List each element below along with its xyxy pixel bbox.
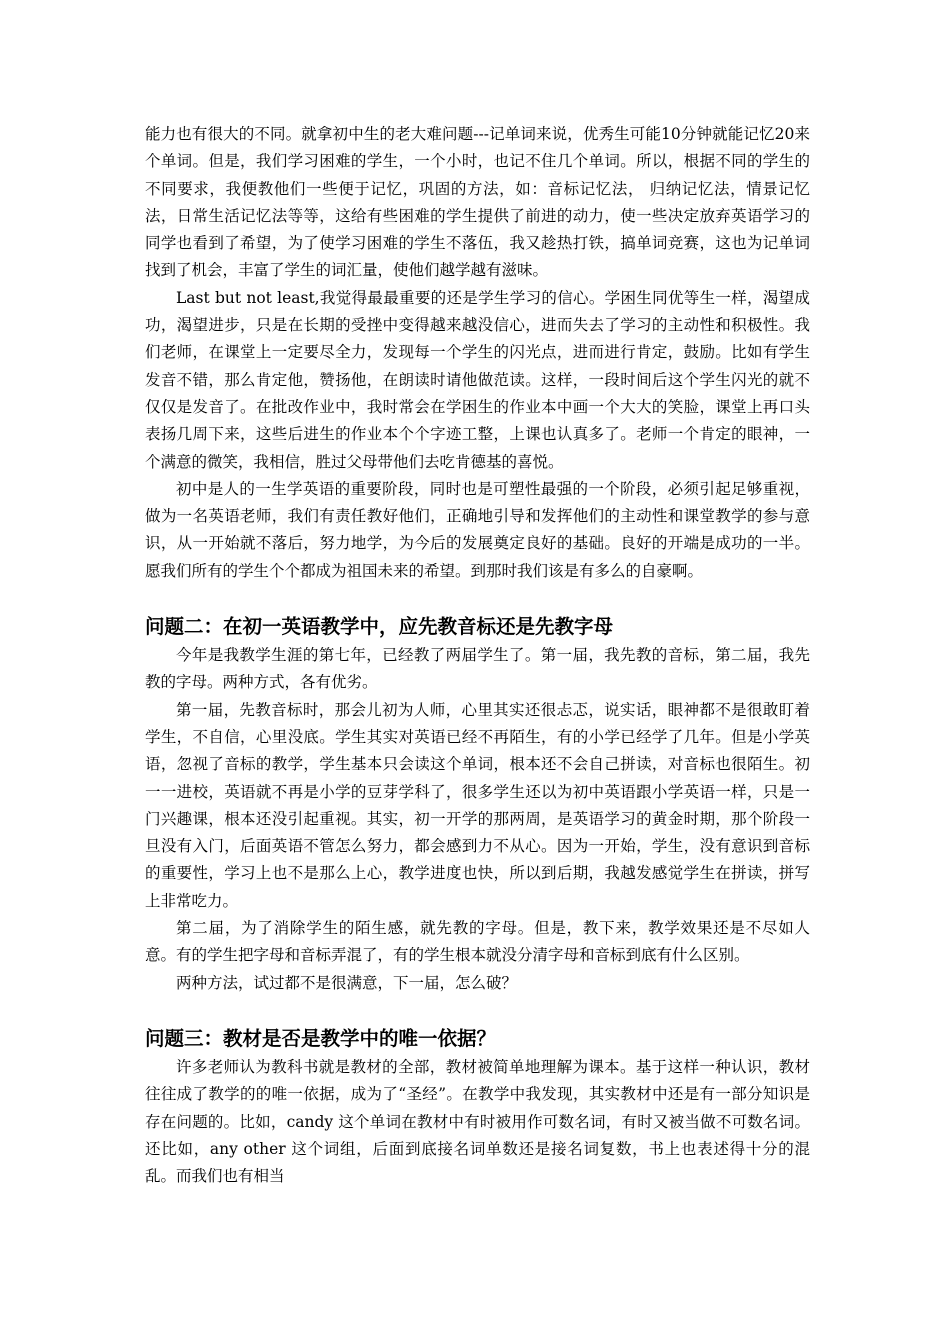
paragraph-first-cohort: 第一届，先教音标时，那会儿初为人师，心里其实还很忐忑，说实话，眼神都不是很敢盯着学生，不自信，心里没底。学生其实对英语已经不再陌生，有的小学已经学了几年。但是小学英语，忽视了音标的教学，学生基本只会读这个单词，根本还不会自己拼读，对音标也很陌生。初一一进校，英语就不再是小学的豆芽学科了，很多学生还以为初中英语跟小学英语一样，只是一门兴趣课，根本还没引起重视。其实，初一开学的那两周，是英语学习的黄金时期，那个阶段一旦没有入门，后面英语不管怎么努力，都会感到力不从心。因为一开始，学生，没有意识到音标的重要性，学习上也不是那么上心，教学进度也快，所以到后期，我越发感觉学生在拼读，拼写上非常吃力。 (145, 700, 810, 910)
paragraph-two-methods: 两种方法，试过都不是很满意，下一届，怎么破？ (176, 973, 518, 992)
paragraph-vocabulary-memory: 能力也有很大的不同。就拿初中生的老大难问题---记单词来说，优秀生可能10分钟就能记忆20来个单词。但是，我们学习困难的学生，一个小时，也记不住几个单词。所以，根据不同的学生的不同要求，我便教他们一些便于记忆，巩固的方法，如：音标记忆法， 归纳记忆法，情景记忆法，日常生活记忆法等等，这给有些困难的学生提供了前进的动力，使一些决定放弃英语学习的同学也看到了希望，为了使学习困难的学生不落伍，我又趁热打铁，搞单词竞赛，这也为记单词找到了机会，丰富了学生的词汇量，使他们越学越有滋味。 (145, 125, 810, 280)
heading-question-two: 问题二：在初一英语教学中，应先教音标还是先教字母 (145, 615, 614, 639)
paragraph-student-confidence: Last but not least,我觉得最最重要的还是学生学习的信心。学困生同优等生一样，渴望成功，渴望进步，只是在长期的受挫中变得越来越没信心，进而失去了学习的主动性和积极性。我们老师，在课堂上一定要尽全力，发现每一个学生的闪光点，进而进行肯定，鼓励。比如有学生发音不错，那么肯定他，赞扬他，在朗读时请他做范读。这样，一段时间后这个学生闪光的就不仅仅是发音了。在批改作业中，我时常会在学困生的作业本中画一个大大的笑脸，课堂上再口头表扬几周下来，这些后进生的作业本个个字迹工整，上课也认真多了。老师一个肯定的眼神，一个满意的微笑，我相信，胜过父母带他们去吃肯德基的喜悦。 (145, 288, 810, 471)
paragraph-teaching-career: 今年是我教学生涯的第七年，已经教了两届学生了。第一届，我先教的音标，第二届，我先教的字母。两种方式，各有优劣。 (145, 646, 810, 692)
document-page (145, 121, 810, 1190)
paragraph-junior-high-stage: 初中是人的一生学英语的重要阶段，同时也是可塑性最强的一个阶段，必须引起足够重视，做为一名英语老师，我们有责任教好他们，正确地引导和发挥他们的主动性和课堂教学的参与意识，从一开始就不落后，努力地学，为今后的发展奠定良好的基础。良好的开端是成功的一半。愿我们所有的学生个个都成为祖国未来的希望。到那时我们该是有多么的自豪啊。 (145, 479, 810, 580)
paragraph-second-cohort: 第二届，为了消除学生的陌生感，就先教的字母。但是，教下来，教学效果还是不尽如人意。有的学生把字母和音标弄混了，有的学生根本就没分清字母和音标到底有什么区别。 (145, 919, 810, 965)
paragraph-textbook: 许多老师认为教科书就是教材的全部，教材被简单地理解为课本。基于这样一种认识，教材往往成了教学的的唯一依据，成为了“圣经”。在教学中我发现，其实教材中还是有一部分知识是存在问题的。比如，candy 这个单词在教材中有时被用作可数名词，有时又被当做不可数名词。还比如，any other 这个词组，后面到底接名词单数还是接名词复数，书上也表述得十分的混乱。而我们也有相当 (145, 1057, 810, 1186)
heading-question-three: 问题三：教材是否是教学中的唯一依据？ (145, 1026, 497, 1050)
